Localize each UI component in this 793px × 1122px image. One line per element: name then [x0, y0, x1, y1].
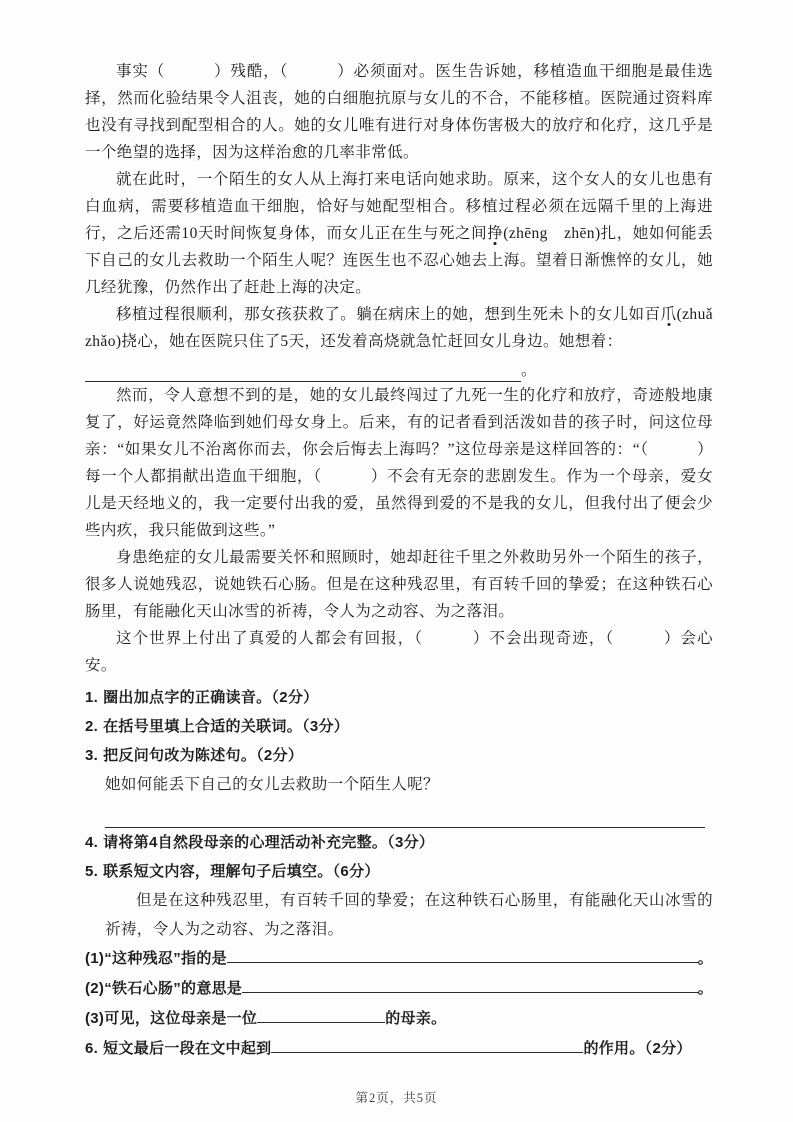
question-text: 短文最后一段在文中起到	[103, 1040, 272, 1057]
questions-section	[85, 683, 713, 1064]
question-1	[85, 683, 713, 712]
reading-passage	[85, 58, 729, 679]
question-text: 请将第4自然段母亲的心理活动补充完整。（3分）	[103, 834, 435, 851]
answer-blank	[227, 945, 698, 963]
question-3	[85, 741, 713, 770]
blank-trailing-period: 。	[521, 362, 537, 379]
question-text: 在括号里填上合适的关联词。（3分）	[103, 718, 350, 735]
question-2	[85, 712, 713, 741]
passage-paragraph-6: 这个世界上付出了真爱的人都会有回报，（ ）不会出现奇迹，（ ）会心安。	[85, 630, 713, 674]
question-4	[85, 828, 713, 857]
passage-paragraph-3	[85, 301, 729, 355]
answer-blank	[242, 975, 697, 993]
question-number: 2.	[85, 718, 99, 735]
question-6	[85, 1034, 713, 1064]
question-3-sentence: 她如何能丢下自己的女儿去救助一个陌生人呢？	[105, 776, 439, 793]
paragraph-text: (zhuǎ zhǎo)挠心，她在医院只住了5天，还发着高烧就急忙赶回女儿身边。她想着：	[85, 306, 729, 350]
answer-blank	[85, 365, 521, 382]
emphasis-dotted-char: 爪	[660, 306, 677, 323]
paragraph-text: 移植过程很顺利，那女孩获救了。躺在病床上的她，想到生死未卜的女儿如百	[116, 306, 661, 323]
emphasis-dotted-char: 挣	[487, 225, 504, 242]
question-5-quote: 但是在这种残忍里，有百转千回的挚爱；在这种铁石心肠里，有能融化天山冰雪的祈祷，令人为之动容、为之落泪。	[105, 892, 713, 938]
question-text: 圈出加点字的正确读音。（2分）	[103, 689, 319, 706]
page-content	[85, 58, 729, 1064]
passage-answer-blank-line	[85, 355, 713, 382]
answer-blank	[271, 1035, 583, 1053]
fill-trailing: 。	[697, 950, 713, 967]
question-3-answer-line	[85, 799, 713, 828]
passage-paragraph-1: 事实（ ）残酷，（ ）必须面对。医生告诉她，移植造血干细胞是最佳选择，然而化验结果令人沮丧，她的白细胞抗原与女儿的不合，不能移植。医院通过资料库也没有寻找到配型相合的人。她的女儿唯有进行对身体伤害极大的放疗和化疗，这几乎是一个绝望的选择，因为这样治愈的几率非常低。	[85, 63, 713, 161]
answer-blank	[257, 1005, 385, 1023]
passage-paragraph-2	[85, 166, 713, 301]
fill-label: (3)可见，这位母亲是一位	[85, 1010, 258, 1027]
fill-label: (1)“这种残忍”指的是	[85, 950, 227, 967]
question-5-sub-2	[85, 974, 713, 1004]
question-number: 1.	[85, 689, 99, 706]
paragraph-text: (zhēng zhēn)扎，她如何能丢下自己的女儿去救助一个陌生人呢？连医生也不忍心她去上海。望着日渐憔悴的女儿，她几经犹豫，仍然作出了赶赴上海的决定。	[85, 225, 713, 296]
question-text: 把反问句改为陈述句。（2分）	[103, 747, 304, 764]
paragraph-text: 就在此时，一个陌生的女人从上海打来电话向她求助。原来，这个女人的女儿也患有白血病，需要移植造血干细胞，恰好与她配型相合。移植过程必须在远隔千里的上海进行，之后还需10天时间恢复身体，而女儿正在生与死之间	[85, 171, 713, 242]
question-text: 联系短文内容，理解句子后填空。（6分）	[103, 863, 380, 880]
question-5-sub-3	[85, 1004, 713, 1034]
question-number: 3.	[85, 747, 99, 764]
fill-trailing: 的作用。（2分）	[583, 1040, 692, 1057]
page-footer	[0, 1088, 793, 1106]
question-5	[85, 857, 713, 886]
question-number: 5.	[85, 863, 99, 880]
question-number: 6.	[85, 1040, 99, 1057]
page-number: 第2页，共5页	[355, 1091, 438, 1105]
question-5-sub-1	[85, 944, 713, 974]
fill-trailing: 。	[697, 980, 713, 997]
fill-label: (2)“铁石心肠”的意思是	[85, 980, 243, 997]
passage-paragraph-5: 身患绝症的女儿最需要关怀和照顾时，她却赶往千里之外救助另外一个陌生的孩子，很多人说她残忍，说她铁石心肠。但是在这种残忍里，有百转千回的挚爱；在这种铁石心肠里，有能融化天山冰雪的祈祷，令人为之动容、为之落泪。	[85, 549, 713, 620]
passage-paragraph-4: 然而，令人意想不到的是，她的女儿最终闯过了九死一生的化疗和放疗，奇迹般地康复了，好运竟然降临到她们母女身上。后来，有的记者看到活泼如昔的孩子时，问这位母亲：“如果女儿不治离你而去，你会后悔去上海吗？”这位母亲是这样回答的：“（ ）每一个人都捐献出造血干细胞，（ ）不会有无奈的悲剧发生。作为一个母亲，爱女儿是天经地义的，我一定要付出我的爱，虽然得到爱的不是我的女儿，但我付出了便会少些内疚，我只能做到这些。”	[85, 387, 713, 539]
fill-trailing: 的母亲。	[385, 1010, 447, 1027]
question-number: 4.	[85, 834, 99, 851]
